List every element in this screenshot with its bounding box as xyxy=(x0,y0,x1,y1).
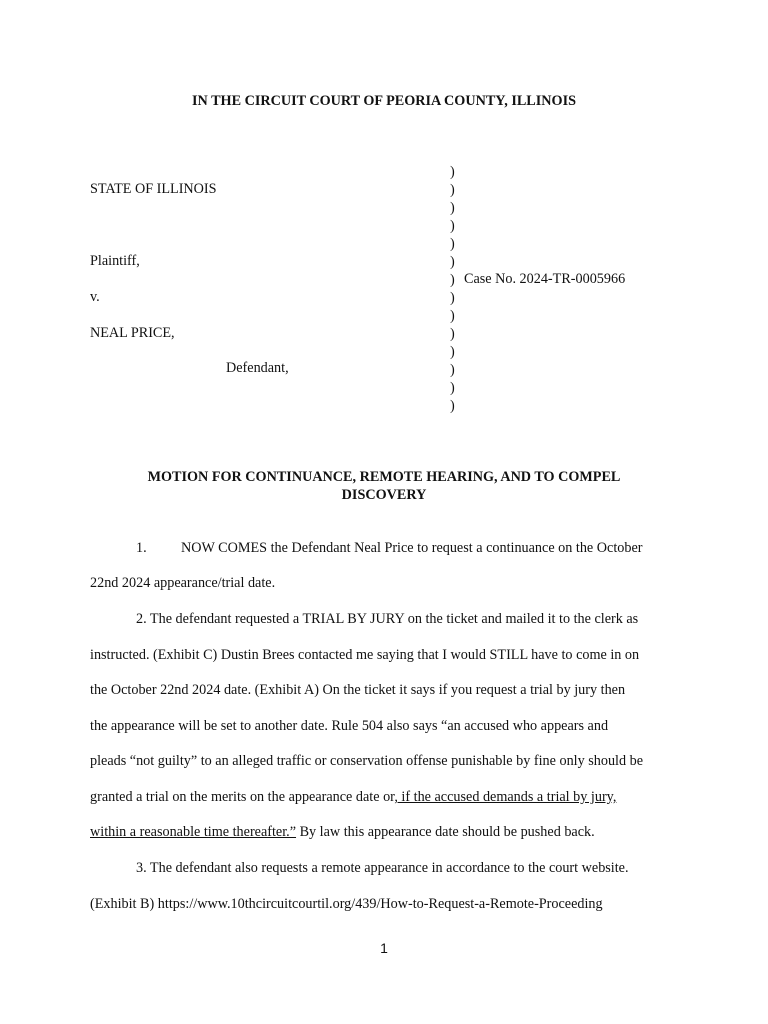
caption-paren: ) xyxy=(450,380,455,396)
rule-504-quote: , if the accused demands a trial by jury, xyxy=(394,789,617,805)
caption-paren: ) xyxy=(450,182,455,198)
caption-paren: ) xyxy=(450,236,455,252)
paragraph-2-line: instructed. (Exhibit C) Dustin Brees contacted me saying that I would STILL have to come in on xyxy=(90,647,640,663)
caption-paren: ) xyxy=(450,326,455,342)
caption-paren: ) xyxy=(450,290,455,306)
page-number: 1 xyxy=(380,940,388,956)
caption-paren: ) xyxy=(450,362,455,378)
paragraph-2-line: the appearance will be set to another date. Rule 504 also says “an accused who appears and xyxy=(90,718,609,734)
paragraph-2-text: By law this appearance date should be pushed back. xyxy=(296,824,595,840)
caption-paren: ) xyxy=(450,272,455,288)
rule-504-quote: within a reasonable time thereafter.” xyxy=(90,824,297,840)
paragraph-2-line: 2. The defendant requested a TRIAL BY JURY on the ticket and mailed it to the clerk as xyxy=(136,611,639,627)
motion-title-line: MOTION FOR CONTINUANCE, REMOTE HEARING, AND TO COMPEL xyxy=(147,469,621,485)
paragraph-1-line: 22nd 2024 appearance/trial date. xyxy=(90,575,276,591)
paragraph-2-text: granted a trial on the merits on the appearance date or xyxy=(90,789,395,805)
paragraph-3-line: 3. The defendant also requests a remote appearance in accordance to the court website. xyxy=(136,860,629,876)
paragraph-1-line: NOW COMES the Defendant Neal Price to request a continuance on the October xyxy=(181,540,643,556)
case-number: Case No. 2024-TR-0005966 xyxy=(464,271,626,287)
paragraph-1-number: 1. xyxy=(136,540,147,556)
caption-paren: ) xyxy=(450,200,455,216)
motion-title xyxy=(120,468,648,504)
caption-paren: ) xyxy=(450,398,455,414)
caption-paren: ) xyxy=(450,218,455,234)
paragraph-3-url-line: (Exhibit B) https://www.10thcircuitcourtil.org/439/How-to-Request-a-Remote-Proceeding xyxy=(90,896,603,912)
paragraph-2-line xyxy=(90,789,616,806)
caption-paren: ) xyxy=(450,254,455,270)
plaintiff-label: Plaintiff, xyxy=(90,253,140,269)
plaintiff-name: STATE OF ILLINOIS xyxy=(90,181,217,197)
court-title: IN THE CIRCUIT COURT OF PEORIA COUNTY, ILLINOIS xyxy=(192,93,576,109)
paragraph-2-line xyxy=(90,824,595,841)
defendant-label: Defendant, xyxy=(226,360,289,376)
defendant-name: NEAL PRICE, xyxy=(90,325,175,341)
versus-label: v. xyxy=(90,289,100,305)
paragraph-2-line: pleads “not guilty” to an alleged traffic or conservation offense punishable by fine only should be xyxy=(90,753,644,769)
motion-title-line: DISCOVERY xyxy=(341,487,427,503)
paragraph-2-line: the October 22nd 2024 date. (Exhibit A) On the ticket it says if you request a trial by jury then xyxy=(90,682,626,698)
caption-paren: ) xyxy=(450,164,455,180)
caption-paren: ) xyxy=(450,344,455,360)
caption-paren: ) xyxy=(450,308,455,324)
caption-divider xyxy=(450,163,455,415)
